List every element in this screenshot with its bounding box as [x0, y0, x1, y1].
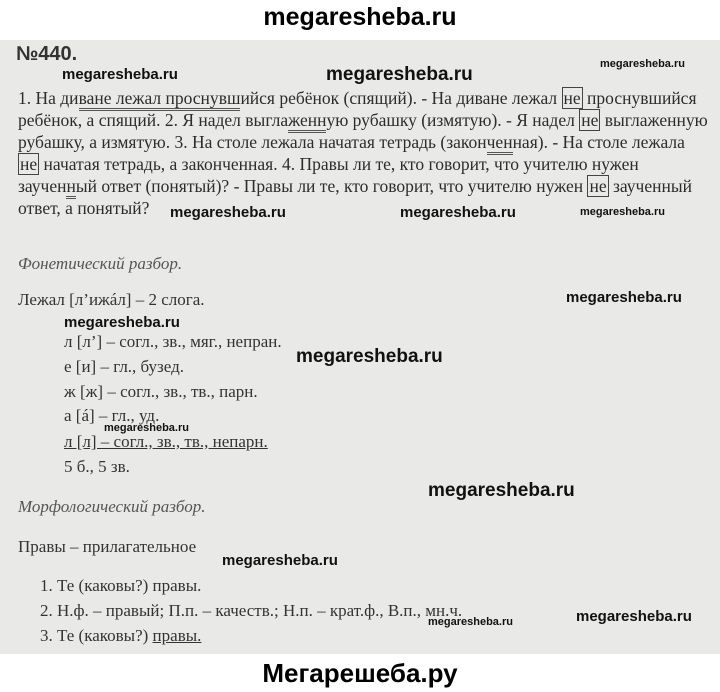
watermark: megaresheba.ru — [104, 422, 189, 434]
watermark: megaresheba.ru — [428, 616, 513, 628]
watermark: megaresheba.ru — [600, 58, 685, 70]
watermark: megaresheba.ru — [326, 64, 473, 85]
double-underline: чен — [487, 132, 513, 155]
phonetic-line: а [á] – гл., уд. — [64, 406, 160, 425]
watermark: megaresheba.ru — [296, 346, 443, 367]
watermark-top-banner: megaresheba.ru — [263, 3, 457, 31]
watermark: megaresheba.ru — [566, 289, 682, 306]
watermark: megaresheba.ru — [64, 314, 180, 331]
ne-box: не — [589, 176, 607, 196]
watermark-bottom-banner: Мегарешеба.ру — [0, 654, 720, 692]
watermark: megaresheba.ru — [222, 552, 338, 569]
morphology-title: Правы – прилагательное — [18, 537, 197, 556]
phonetic-line: е [и] – гл., бузед. — [64, 357, 184, 376]
watermark: megaresheba.ru — [170, 204, 286, 221]
watermark: megaresheba.ru — [580, 206, 665, 218]
watermark: megaresheba.ru — [62, 66, 178, 83]
double-underline: н — [66, 176, 75, 199]
morphology-item: 3. Те (каковы?) правы. — [40, 626, 202, 645]
morphology-item: 1. Те (каковы?) правы. — [40, 576, 202, 595]
phonetic-line: л [л’] – согл., зв., мяг., непран. — [64, 332, 282, 351]
double-underline: женн — [288, 110, 326, 133]
ne-box: не — [581, 110, 599, 130]
watermark: megaresheba.ru — [428, 480, 575, 501]
morphology-item: 2. Н.ф. – правый; П.п. – качеств.; Н.п. – крат.ф., В.п., мн.ч. — [40, 601, 463, 620]
morphology-heading: Морфологический разбор. — [18, 497, 206, 516]
phonetic-word-line: Лежал [л’ижáл] – 2 слога. — [18, 290, 205, 309]
ne-box: не — [563, 88, 581, 108]
phonetic-line: ж [ж] – согл., зв., тв., парн. — [64, 382, 258, 401]
watermark: megaresheba.ru — [400, 204, 516, 221]
scanned-page — [0, 40, 720, 654]
task-number: №440. — [16, 43, 78, 65]
double-underline: ване лежал просну — [79, 88, 219, 111]
phonetic-line: 5 б., 5 зв. — [64, 457, 130, 476]
phonetic-heading: Фонетический разбор. — [18, 254, 183, 273]
phonetic-line: л [л] – согл., зв., тв., непарн. — [64, 432, 268, 451]
ne-box: не — [20, 154, 38, 174]
watermark: megaresheba.ru — [576, 608, 692, 625]
exercise-paragraph: 1. На диване лежал проснувшийся ребёнок (спящий). - На диване лежал не проснувшийся ребёнок, а спящий. 2. Я надел выглаженную рубашку (измятую). - Я надел не выглаженную рубашку, а измятую. 3. На столе лежала начатая тетрадь (законченная). - На столе лежала не начатая тетрадь, а законченная. 4. Правы ли те, кто говорит, что учителю нужен заученный ответ (понятый)? - Правы ли те, кто говорит, что учителю нужен не заученный ответ, а понятый? — [18, 88, 708, 218]
